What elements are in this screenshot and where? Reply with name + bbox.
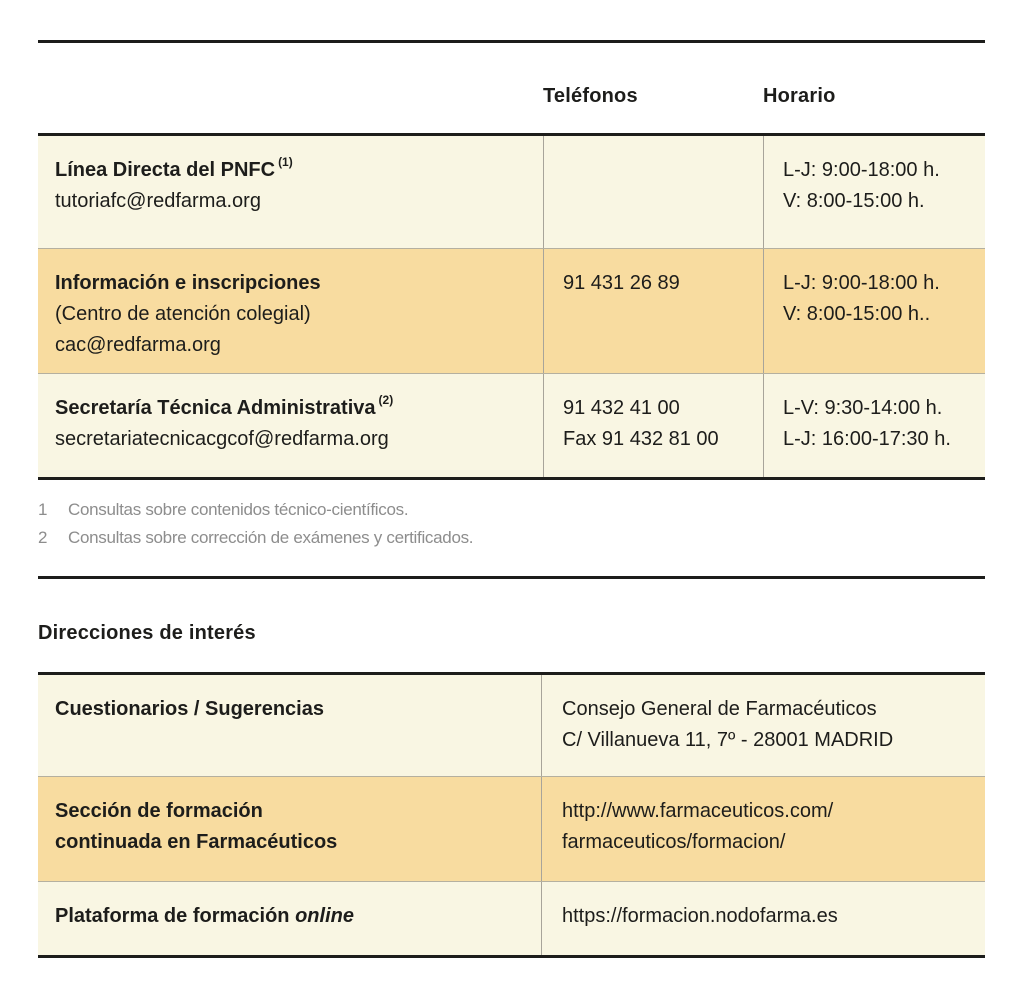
footnote-number: 1 <box>38 500 48 519</box>
contact-title: Línea Directa del PNFC $^{(1)}$ <box>55 155 293 181</box>
phone-cell <box>543 374 763 477</box>
direction-label-cell <box>38 675 541 776</box>
column-header-horario: Horario <box>763 85 836 107</box>
column-header-telefonos: Teléfonos <box>543 85 638 107</box>
direction-value-cell <box>541 777 985 881</box>
direction-label: Cuestionarios / Sugerencias <box>55 698 324 720</box>
direction-value-cell <box>541 675 985 776</box>
section-heading: Direcciones de interés <box>38 622 256 644</box>
direction-label: Plataforma de formación online <box>55 905 354 927</box>
table-row-linea-directa <box>38 136 985 248</box>
schedule-line: L-V: 9:30-14:00 h. <box>783 397 943 419</box>
direction-label: continuada en Farmacéuticos <box>55 831 338 853</box>
phone-line: 91 432 41 00 <box>563 397 680 419</box>
footnotes <box>38 496 473 551</box>
directions-table <box>38 672 985 958</box>
direction-label-italic: online <box>295 905 354 927</box>
schedule-line: L-J: 9:00-18:00 h. <box>783 159 940 181</box>
phone-line: 91 431 26 89 <box>563 272 680 294</box>
contact-name-cell <box>38 136 543 248</box>
contact-email: cac@redfarma.org <box>55 334 221 356</box>
direction-value-cell <box>541 882 985 955</box>
phone-cell <box>543 249 763 373</box>
top-rule <box>38 40 985 43</box>
section-divider-rule <box>38 576 985 579</box>
footnote-marker: (2) <box>378 393 394 408</box>
contact-title: Secretaría Técnica Administrativa $^{(2)}$ <box>55 393 394 419</box>
table-row-plataforma <box>38 881 985 955</box>
table-row-informacion <box>38 248 985 373</box>
direction-label-cell <box>38 777 541 881</box>
schedule-cell <box>763 374 985 477</box>
direction-url-line: farmaceuticos/formacion/ <box>562 831 786 853</box>
schedule-line: L-J: 9:00-18:00 h. <box>783 272 940 294</box>
schedule-cell <box>763 136 985 248</box>
contact-name-cell <box>38 374 543 477</box>
contact-email: secretariatecnicacgcof@redfarma.org <box>55 428 389 450</box>
direction-label: Sección de formación <box>55 800 263 822</box>
schedule-line: L-J: 16:00-17:30 h. <box>783 428 951 450</box>
table-row-secretaria <box>38 373 985 477</box>
direction-value-line: Consejo General de Farmacéuticos <box>562 698 877 720</box>
footnote-marker: (1) <box>278 155 293 170</box>
contact-email: tutoriafc@redfarma.org <box>55 190 261 212</box>
footnote-number: 2 <box>38 527 48 547</box>
schedule-cell <box>763 249 985 373</box>
contact-title: Información e inscripciones <box>55 272 321 294</box>
contact-subtitle: (Centro de atención colegial) <box>55 303 311 325</box>
direction-url-line: http://www.farmaceuticos.com/ <box>562 800 834 822</box>
phone-cell <box>543 136 763 248</box>
footnote-text: Consultas sobre corrección de exámenes y certificados. <box>68 527 474 547</box>
contact-table <box>38 133 985 480</box>
table-row-seccion-formacion <box>38 776 985 881</box>
direction-value-line: C/ Villanueva 11, 7º - 28001 MADRID <box>562 729 894 751</box>
schedule-line: V: 8:00-15:00 h. <box>783 190 925 212</box>
direction-label-cell <box>38 882 541 955</box>
table-row-cuestionarios <box>38 675 985 776</box>
contact-name-cell <box>38 249 543 373</box>
footnote-2 <box>38 524 473 552</box>
fax-line: Fax 91 432 81 00 <box>563 428 719 450</box>
direction-url-line: https://formacion.nodofarma.es <box>562 905 838 927</box>
schedule-line: V: 8:00-15:00 h.. <box>783 303 931 325</box>
footnote-1 <box>38 496 473 524</box>
footnote-text: Consultas sobre contenidos técnico-científicos. <box>68 500 409 519</box>
